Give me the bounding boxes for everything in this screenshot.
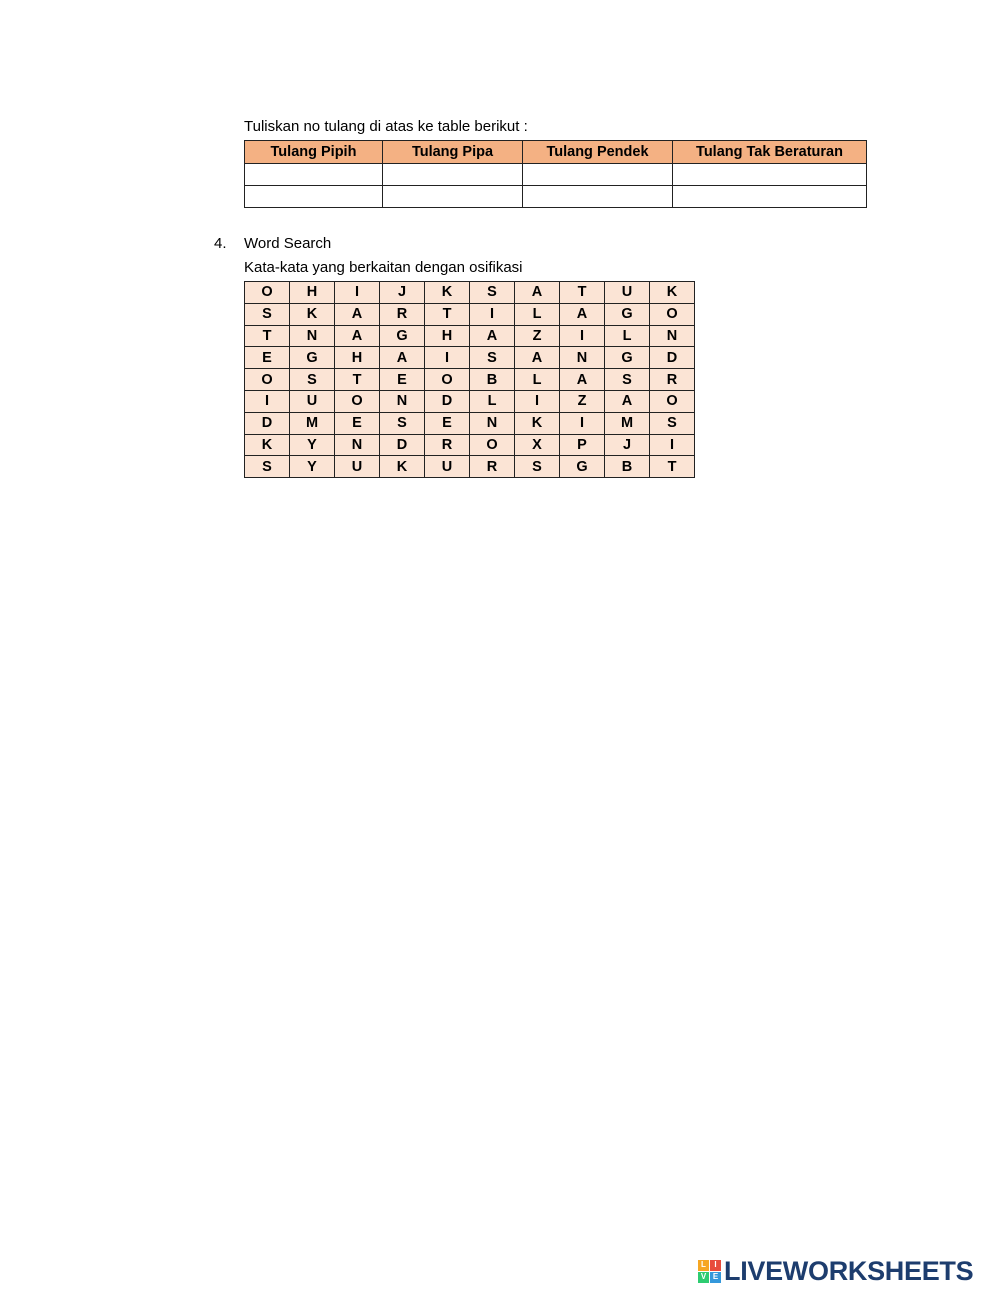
header-tulang-pendek: Tulang Pendek [523, 141, 673, 164]
word-search-cell[interactable]: I [425, 347, 470, 369]
word-search-cell[interactable]: J [605, 434, 650, 456]
word-search-cell[interactable]: A [605, 390, 650, 412]
answer-cell[interactable] [245, 164, 383, 186]
word-search-cell[interactable]: M [605, 412, 650, 434]
word-search-cell[interactable]: N [380, 390, 425, 412]
word-search-cell[interactable]: I [245, 390, 290, 412]
word-search-cell[interactable]: S [470, 347, 515, 369]
word-search-cell[interactable]: A [335, 303, 380, 325]
answer-cell[interactable] [523, 164, 673, 186]
liveworksheets-logo [698, 1256, 973, 1286]
word-search-cell[interactable]: S [380, 412, 425, 434]
word-search-cell[interactable]: I [560, 412, 605, 434]
word-search-cell[interactable]: T [245, 325, 290, 347]
word-search-row [245, 303, 695, 325]
word-search-cell[interactable]: A [560, 369, 605, 391]
word-search-cell[interactable]: K [290, 303, 335, 325]
word-search-cell[interactable]: U [605, 282, 650, 304]
word-search-cell[interactable]: T [425, 303, 470, 325]
logo-mark-letter: E [710, 1272, 721, 1283]
word-search-cell[interactable]: H [335, 347, 380, 369]
word-search-cell[interactable]: S [650, 412, 695, 434]
word-search-cell[interactable]: U [335, 456, 380, 478]
word-search-cell[interactable]: Z [515, 325, 560, 347]
word-search-cell[interactable]: N [470, 412, 515, 434]
word-search-row [245, 369, 695, 391]
word-search-cell[interactable]: T [650, 456, 695, 478]
word-search-cell[interactable]: R [470, 456, 515, 478]
answer-cell[interactable] [245, 186, 383, 208]
question-number: 4. [214, 235, 227, 252]
logo-mark-letter: L [698, 1260, 709, 1271]
word-search-cell[interactable]: B [470, 369, 515, 391]
logo-mark-letter: I [710, 1260, 721, 1271]
word-search-cell[interactable]: S [245, 456, 290, 478]
word-search-cell[interactable]: G [290, 347, 335, 369]
logo-mark-icon [698, 1260, 721, 1283]
word-search-cell[interactable]: A [380, 347, 425, 369]
table-header-row [245, 141, 867, 164]
table-row [245, 186, 867, 208]
word-search-row [245, 390, 695, 412]
word-search-cell[interactable]: O [245, 369, 290, 391]
word-search-cell[interactable]: U [425, 456, 470, 478]
word-search-cell[interactable]: O [650, 303, 695, 325]
word-search-cell[interactable]: A [335, 325, 380, 347]
answer-cell[interactable] [383, 164, 523, 186]
header-tulang-tak-beraturan: Tulang Tak Beraturan [673, 141, 867, 164]
word-search-cell[interactable]: U [290, 390, 335, 412]
word-search-cell[interactable]: O [425, 369, 470, 391]
logo-text: LIVEWORKSHEETS [724, 1255, 974, 1286]
word-search-cell[interactable]: S [470, 282, 515, 304]
word-search-cell[interactable]: I [470, 303, 515, 325]
word-search-cell[interactable]: A [470, 325, 515, 347]
bone-classification-table [244, 140, 867, 208]
word-search-cell[interactable]: E [380, 369, 425, 391]
word-search-cell[interactable]: J [380, 282, 425, 304]
word-search-cell[interactable]: Y [290, 456, 335, 478]
word-search-cell[interactable]: R [650, 369, 695, 391]
word-search-cell[interactable]: K [245, 434, 290, 456]
instruction-text: Tuliskan no tulang di atas ke table berikut : [244, 118, 528, 135]
word-search-cell[interactable]: D [380, 434, 425, 456]
question-subtitle: Kata-kata yang berkaitan dengan osifikasi [244, 259, 523, 276]
word-search-cell[interactable]: H [425, 325, 470, 347]
word-search-cell[interactable]: I [650, 434, 695, 456]
word-search-row [245, 325, 695, 347]
word-search-cell[interactable]: L [515, 303, 560, 325]
answer-cell[interactable] [523, 186, 673, 208]
word-search-cell[interactable]: H [290, 282, 335, 304]
word-search-cell[interactable]: R [380, 303, 425, 325]
word-search-cell[interactable]: S [605, 369, 650, 391]
word-search-cell[interactable]: N [650, 325, 695, 347]
word-search-cell[interactable]: E [335, 412, 380, 434]
word-search-cell[interactable]: K [425, 282, 470, 304]
word-search-cell[interactable]: N [335, 434, 380, 456]
word-search-cell[interactable]: S [290, 369, 335, 391]
word-search-cell[interactable]: O [335, 390, 380, 412]
word-search-row [245, 282, 695, 304]
word-search-cell[interactable]: B [605, 456, 650, 478]
word-search-cell[interactable]: X [515, 434, 560, 456]
word-search-cell[interactable]: G [605, 347, 650, 369]
word-search-grid[interactable] [244, 281, 695, 478]
word-search-row [245, 347, 695, 369]
word-search-cell[interactable]: E [425, 412, 470, 434]
word-search-cell[interactable]: D [650, 347, 695, 369]
header-tulang-pipih: Tulang Pipih [245, 141, 383, 164]
word-search-cell[interactable]: G [380, 325, 425, 347]
answer-cell[interactable] [383, 186, 523, 208]
word-search-row [245, 412, 695, 434]
word-search-cell[interactable]: O [650, 390, 695, 412]
word-search-cell[interactable]: K [515, 412, 560, 434]
word-search-cell[interactable]: K [650, 282, 695, 304]
word-search-cell[interactable]: I [335, 282, 380, 304]
word-search-cell[interactable]: L [515, 369, 560, 391]
word-search-cell[interactable]: L [470, 390, 515, 412]
table-row [245, 164, 867, 186]
question-title: Word Search [244, 235, 332, 252]
word-search-cell[interactable]: N [560, 347, 605, 369]
word-search-cell[interactable]: L [605, 325, 650, 347]
word-search-cell[interactable]: I [560, 325, 605, 347]
word-search-cell[interactable]: Z [560, 390, 605, 412]
word-search-cell[interactable]: N [290, 325, 335, 347]
logo-mark-letter: V [698, 1272, 709, 1283]
word-search-cell[interactable]: I [515, 390, 560, 412]
word-search-cell[interactable]: S [515, 456, 560, 478]
word-search-cell[interactable]: A [560, 303, 605, 325]
answer-cell[interactable] [673, 186, 867, 208]
word-search-row [245, 434, 695, 456]
word-search-cell[interactable]: S [245, 303, 290, 325]
word-search-cell[interactable]: E [245, 347, 290, 369]
word-search-cell[interactable]: T [335, 369, 380, 391]
word-search-cell[interactable]: K [380, 456, 425, 478]
word-search-cell[interactable]: D [245, 412, 290, 434]
word-search-cell[interactable]: A [515, 347, 560, 369]
word-search-cell[interactable]: M [290, 412, 335, 434]
word-search-cell[interactable]: D [425, 390, 470, 412]
word-search-cell[interactable]: R [425, 434, 470, 456]
word-search-cell[interactable]: T [560, 282, 605, 304]
word-search-cell[interactable]: Y [290, 434, 335, 456]
word-search-cell[interactable]: O [245, 282, 290, 304]
header-tulang-pipa: Tulang Pipa [383, 141, 523, 164]
word-search-cell[interactable]: G [605, 303, 650, 325]
word-search-cell[interactable]: P [560, 434, 605, 456]
word-search-cell[interactable]: G [560, 456, 605, 478]
word-search-cell[interactable]: O [470, 434, 515, 456]
word-search-row [245, 456, 695, 478]
answer-cell[interactable] [673, 164, 867, 186]
word-search-cell[interactable]: A [515, 282, 560, 304]
